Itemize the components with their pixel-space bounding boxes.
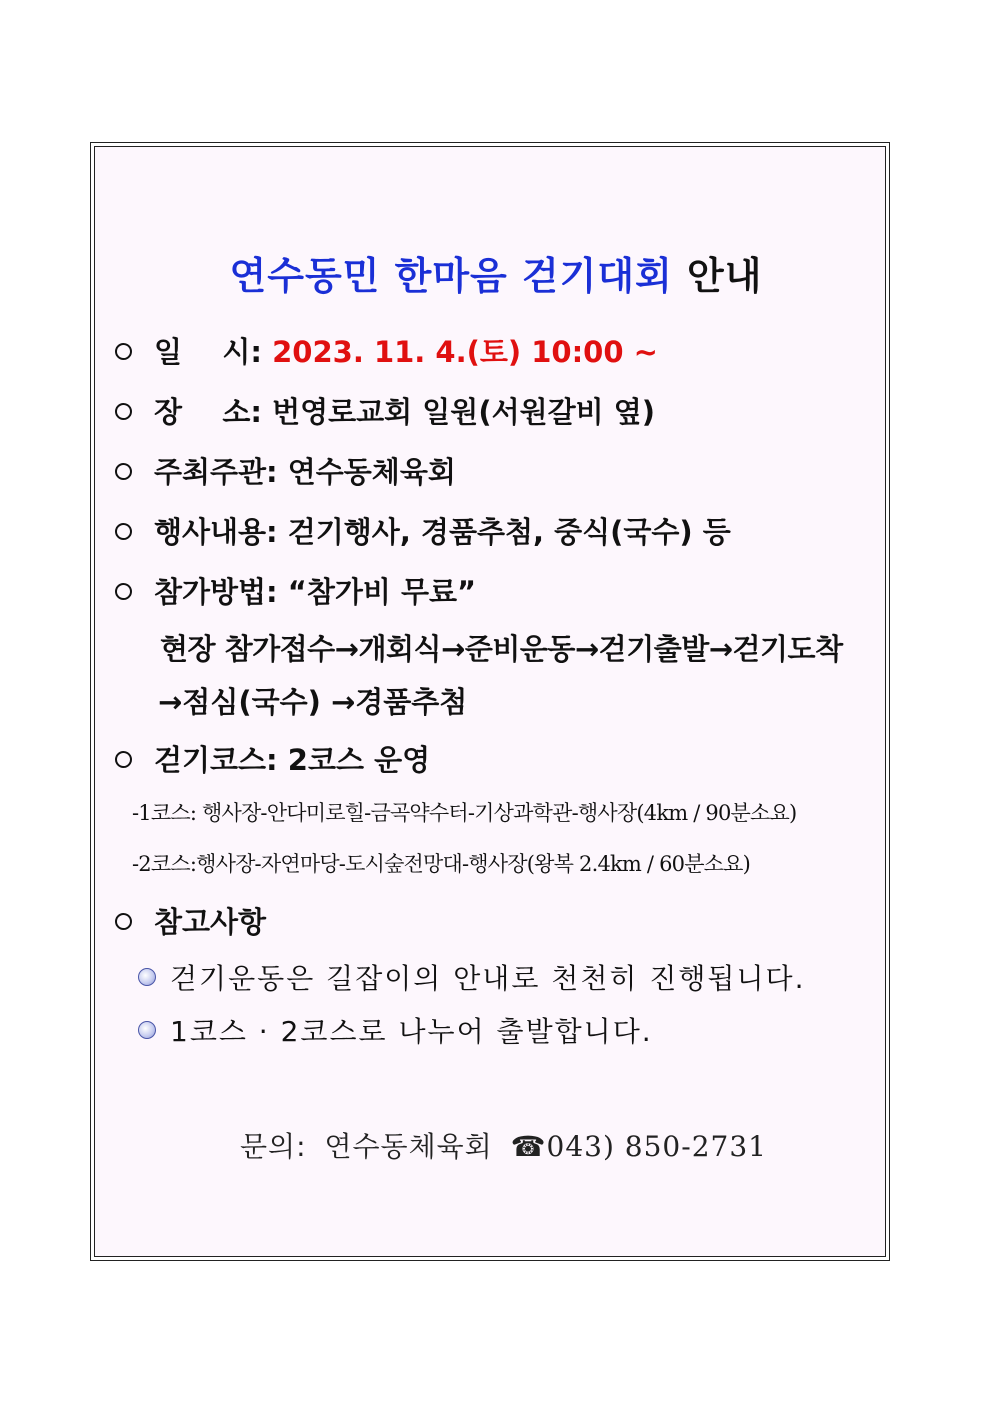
note-text-1: 걷기운동은 길잡이의 안내로 천천히 진행됩니다. <box>170 962 806 995</box>
circle-bullet-icon <box>115 343 132 360</box>
item-method <box>115 570 476 611</box>
round-bullet-icon <box>138 968 156 986</box>
item-place-label: 장 소: <box>154 395 263 429</box>
item-place-value: 번영로교회 일원(서원갈비 옆) <box>272 395 655 429</box>
item-course <box>115 738 430 779</box>
item-method-value: “참가비 무료” <box>287 575 477 609</box>
item-place <box>115 390 655 431</box>
item-host <box>115 450 456 491</box>
contact-org: 연수동체육회 <box>324 1130 493 1163</box>
item-notes-label: 참고사항 <box>154 905 267 939</box>
item-method-flow-2: →점심(국수) →경품추첨 <box>158 685 468 719</box>
item-method-flow-1: 현장 참가접수→개회식→준비운동→걷기출발→걷기도착 <box>160 632 843 666</box>
item-date <box>115 330 658 371</box>
note-text-2: 1코스 · 2코스로 나누어 출발합니다. <box>170 1015 653 1048</box>
circle-bullet-icon <box>115 463 132 480</box>
item-content <box>115 510 731 551</box>
item-content-value: 걷기행사, 경품추첨, 중식(국수) 등 <box>287 515 731 549</box>
course-1-detail: -1코스: 행사장-안다미로힐-금곡약수터-기상과학관-행사장(4km / 90분소요) <box>132 801 797 825</box>
item-date-label: 일 시: <box>154 335 263 369</box>
item-date-value: 2023. 11. 4.(토) 10:00 ~ <box>272 335 658 369</box>
page-title <box>0 245 992 300</box>
contact-line <box>240 1125 767 1165</box>
title-suffix: 안내 <box>687 254 763 298</box>
item-notes <box>115 900 266 941</box>
telephone-icon: ☎ <box>510 1130 547 1163</box>
note-item-2 <box>138 1010 653 1050</box>
item-method-label: 참가방법: <box>154 575 278 609</box>
contact-label: 문의: <box>240 1130 307 1163</box>
circle-bullet-icon <box>115 583 132 600</box>
item-course-label: 걷기코스: <box>154 743 278 777</box>
note-item-1 <box>138 957 805 997</box>
contact-phone: 043) 850-2731 <box>546 1130 767 1163</box>
item-course-value: 2코스 운영 <box>287 743 431 777</box>
circle-bullet-icon <box>115 913 132 930</box>
circle-bullet-icon <box>115 751 132 768</box>
title-main: 연수동민 한마음 걷기대회 <box>229 254 673 298</box>
item-host-label: 주최주관: <box>154 455 278 489</box>
circle-bullet-icon <box>115 403 132 420</box>
item-content-label: 행사내용: <box>154 515 278 549</box>
round-bullet-icon <box>138 1021 156 1039</box>
course-2-detail: -2코스:행사장-자연마당-도시숲전망대-행사장(왕복 2.4km / 60분소요) <box>132 852 751 876</box>
circle-bullet-icon <box>115 523 132 540</box>
item-host-value: 연수동체육회 <box>287 455 456 489</box>
